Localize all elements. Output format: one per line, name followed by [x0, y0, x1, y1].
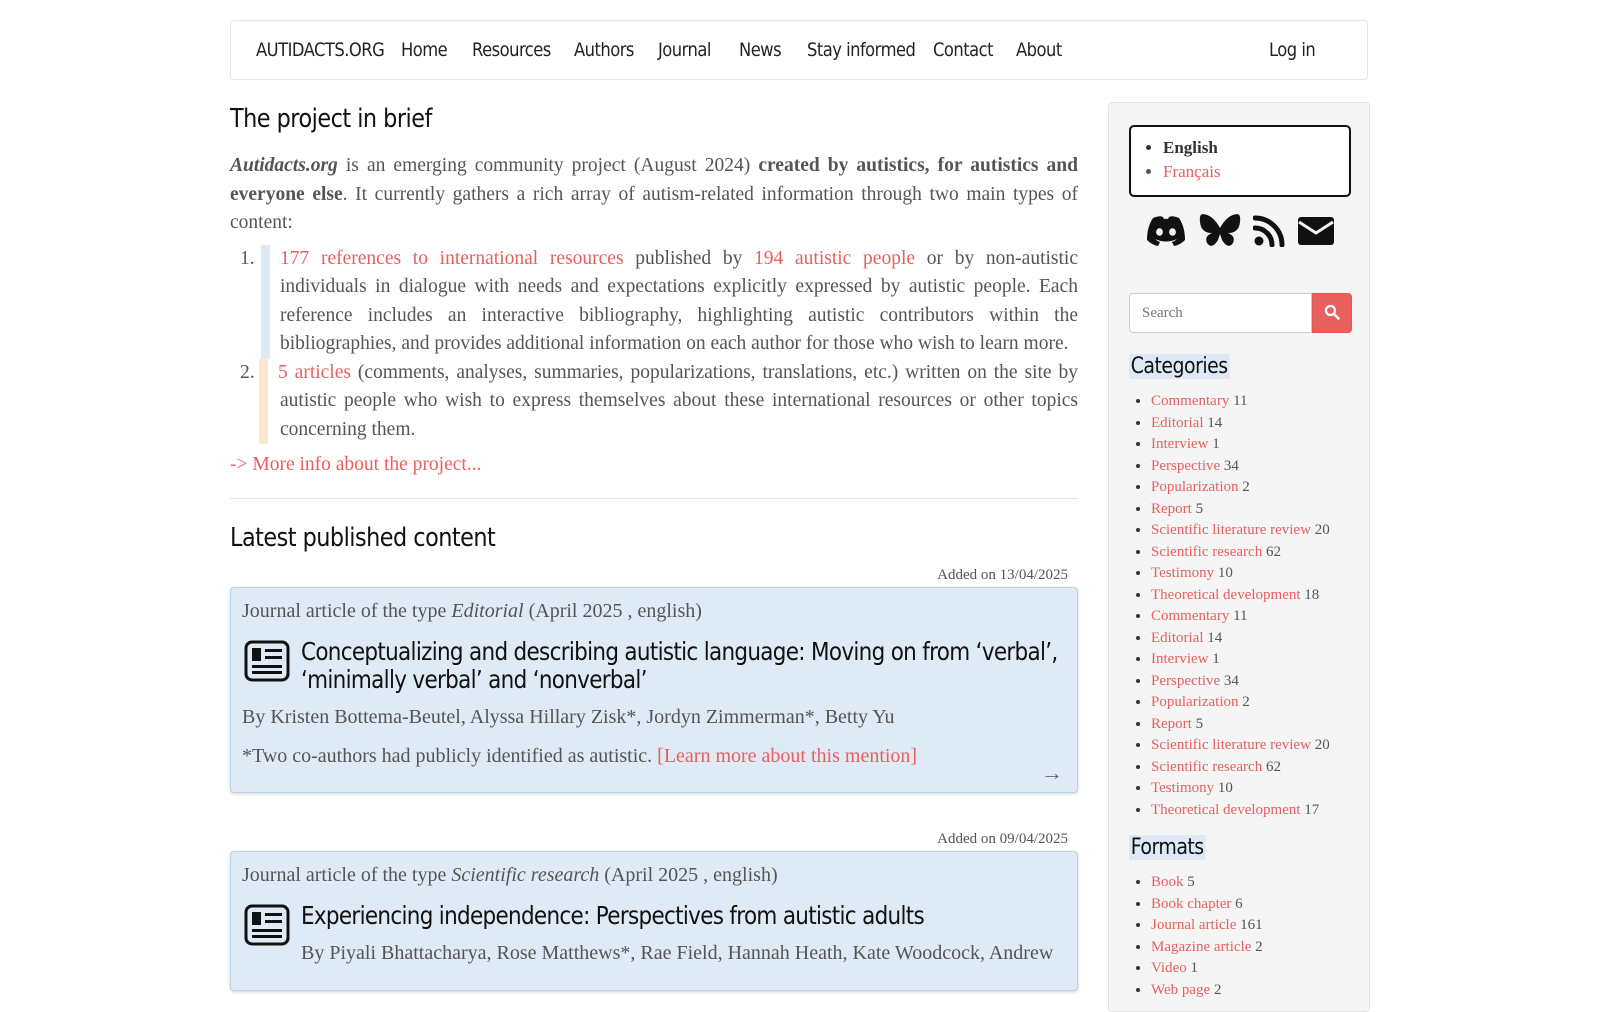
project-tagline: created by autistics, for autistics and everyone else	[230, 155, 1078, 205]
categorie-link[interactable]: Commentary	[1151, 608, 1230, 624]
nav-resources[interactable]: Resources	[472, 39, 551, 61]
formats-heading: Formats	[1130, 835, 1204, 860]
search-button[interactable]	[1312, 293, 1352, 333]
sidebar	[1108, 102, 1370, 1012]
list-item	[1151, 980, 1361, 1002]
content-card[interactable]	[230, 587, 1078, 793]
count-badge: 20	[1314, 737, 1330, 753]
list-item	[1151, 714, 1361, 736]
list-item	[1151, 800, 1361, 822]
language-switcher	[1129, 125, 1351, 197]
categorie-link[interactable]: Interview	[1151, 651, 1209, 667]
autistic-people-link[interactable]: 194 autistic people	[754, 247, 916, 269]
content-card[interactable]	[230, 851, 1078, 991]
divider	[230, 498, 1078, 499]
list-item	[1151, 894, 1361, 916]
language-english[interactable]: • English	[1163, 136, 1221, 160]
categories-heading: Categories	[1130, 354, 1228, 379]
count-badge: 1	[1212, 436, 1220, 452]
categorie-link[interactable]: Scientific literature review	[1151, 737, 1311, 753]
top-navbar	[230, 20, 1368, 80]
count-badge: 2	[1242, 694, 1250, 710]
bluesky-icon[interactable]	[1195, 222, 1249, 239]
nav-about[interactable]: About	[1016, 39, 1062, 61]
list-item	[1151, 937, 1361, 959]
count-badge: 17	[1304, 801, 1320, 818]
format-link[interactable]: Magazine article	[1151, 938, 1252, 955]
list-item: 2. 5 articles (comments, analyses, summaries, popularizations, translations, etc.) written on the site by autistic people who wish to express themselves about these international resources or other topics concerning them.	[230, 359, 1078, 445]
list-item	[1151, 649, 1361, 671]
count-badge: 34	[1223, 672, 1239, 689]
document-icon	[244, 904, 290, 951]
count-badge: 5	[1195, 715, 1204, 732]
document-icon	[244, 640, 290, 687]
content-types-list	[230, 245, 1078, 445]
count-badge: 2	[1242, 479, 1250, 495]
nav-news[interactable]: News	[739, 39, 782, 61]
categorie-link[interactable]: Editorial	[1151, 629, 1204, 646]
list-item	[1151, 757, 1361, 779]
count-badge: 5	[1195, 500, 1204, 517]
card-type-line: Journal article of the type Scientific research (April 2025 , english)	[242, 864, 778, 886]
nav-home[interactable]: Home	[401, 39, 448, 61]
list-item	[1151, 434, 1361, 456]
count-badge: 62	[1265, 543, 1281, 560]
categorie-link[interactable]: Testimony	[1151, 780, 1215, 796]
list-item	[1151, 915, 1361, 937]
list-item	[1151, 413, 1361, 435]
project-description: Autidacts.org is an emerging community project (August 2024) created by autistics, for autistics and everyone else. It currently gathers a rich array of autism-related information through two main types of content:	[230, 155, 1078, 233]
latest-heading: Latest published content	[230, 523, 496, 553]
language-french[interactable]: • Français	[1163, 160, 1221, 184]
list-item	[1151, 585, 1361, 607]
categorie-link[interactable]: Testimony	[1151, 565, 1215, 581]
social-links	[1129, 213, 1351, 249]
arrow-right-icon[interactable]: →	[1041, 760, 1063, 785]
card-authors: By Piyali Bhattacharya, Rose Matthews*, Rae Field, Hannah Heath, Kate Woodcock, Andrew	[301, 942, 1054, 964]
categorie-link[interactable]: Editorial	[1151, 414, 1204, 431]
brand-link[interactable]: AUTIDACTS.ORG	[256, 39, 385, 61]
count-badge: 11	[1233, 608, 1248, 624]
count-badge: 6	[1235, 895, 1243, 912]
project-heading: The project in brief	[230, 104, 432, 134]
list-item	[1151, 606, 1361, 628]
count-badge: 10	[1217, 780, 1233, 796]
format-link[interactable]: Book chapter	[1151, 895, 1232, 912]
learn-more-link[interactable]: [Learn more about this mention]	[657, 745, 918, 767]
discord-icon[interactable]	[1141, 222, 1195, 239]
count-badge: 5	[1187, 874, 1195, 890]
nav-stay-informed[interactable]: Stay informed	[807, 39, 916, 61]
rss-icon[interactable]	[1249, 222, 1293, 239]
count-badge: 14	[1207, 414, 1223, 431]
nav-authors[interactable]: Authors	[574, 39, 634, 61]
card-title[interactable]: Experiencing independence: Perspectives from autistic adults	[301, 901, 925, 930]
categorie-link[interactable]: Report	[1151, 715, 1192, 732]
categorie-link[interactable]: Commentary	[1151, 393, 1230, 409]
card-authors: By Kristen Bottema-Beutel, Alyssa Hillary Zisk*, Jordyn Zimmerman*, Betty Yu	[242, 706, 895, 728]
categorie-link[interactable]: Perspective	[1151, 457, 1221, 474]
list-item	[1151, 520, 1361, 542]
email-icon[interactable]	[1293, 222, 1339, 239]
list-item	[1151, 456, 1361, 478]
count-badge: 11	[1233, 393, 1248, 409]
count-badge: 1	[1212, 651, 1220, 667]
count-badge: 161	[1240, 917, 1263, 933]
format-link[interactable]: Book	[1151, 874, 1184, 890]
search-icon	[1324, 308, 1340, 323]
references-link[interactable]: 177 references to international resources	[280, 247, 624, 269]
card-type-line: Journal article of the type Editorial (April 2025 , english)	[242, 600, 702, 622]
list-item	[1151, 958, 1361, 980]
list-item	[1151, 563, 1361, 585]
count-badge: 10	[1217, 565, 1233, 581]
articles-link[interactable]: 5 articles	[278, 361, 351, 383]
count-badge: 2	[1213, 981, 1222, 998]
count-badge: 18	[1304, 586, 1320, 603]
list-item	[1151, 477, 1361, 499]
categorie-link[interactable]: Scientific literature review	[1151, 522, 1311, 538]
count-badge: 20	[1314, 522, 1330, 538]
categorie-link[interactable]: Report	[1151, 500, 1192, 517]
site-name: Autidacts.org	[230, 155, 338, 176]
added-date: Added on 09/04/2025	[937, 831, 1068, 847]
format-link[interactable]: Web page	[1151, 981, 1211, 998]
list-item	[1151, 499, 1361, 521]
card-mention: *Two co-authors had publicly identified as autistic. [Learn more about this mention]	[242, 745, 918, 767]
format-link[interactable]: Video	[1151, 960, 1187, 976]
main-content	[230, 100, 1078, 991]
search-input[interactable]	[1129, 293, 1312, 333]
count-badge: 14	[1207, 629, 1223, 646]
list-item	[1151, 778, 1361, 800]
format-link[interactable]: Journal article	[1151, 917, 1237, 933]
list-item	[1151, 692, 1361, 714]
added-date: Added on 13/04/2025	[937, 567, 1068, 583]
count-badge: 1	[1190, 960, 1199, 976]
categorie-link[interactable]: Theoretical development	[1151, 801, 1301, 818]
list-item	[1151, 735, 1361, 757]
categorie-link[interactable]: Theoretical development	[1151, 586, 1301, 603]
categorie-link[interactable]: Popularization	[1151, 479, 1239, 495]
card-title[interactable]: Conceptualizing and describing autistic language: Moving on from ‘verbal’, ‘minimally verbal’ and ‘nonverbal’	[301, 637, 1058, 694]
list-item	[1151, 872, 1361, 894]
categorie-link[interactable]: Perspective	[1151, 672, 1221, 689]
more-info-link[interactable]: -> More info about the project...	[230, 454, 482, 475]
list-item	[1151, 628, 1361, 650]
count-badge: 34	[1223, 457, 1239, 474]
count-badge: 62	[1265, 758, 1281, 775]
list-item	[1151, 671, 1361, 693]
categorie-link[interactable]: Interview	[1151, 436, 1209, 452]
count-badge: 2	[1255, 938, 1263, 955]
categorie-link[interactable]: Popularization	[1151, 694, 1239, 710]
categorie-link[interactable]: Scientific research	[1151, 543, 1263, 560]
list-item: 1. 177 references to international resources published by 194 autistic people or by non-autistic individuals in dialogue with needs and expectations explicitly expressed by autistic people. Each reference includes an interactive bibliography, highlighting autistic contributors within the bibliographies, and provides additional information on each author for those who wish to learn more.	[230, 245, 1078, 359]
categories-list	[1129, 391, 1361, 821]
formats-list	[1129, 872, 1361, 1001]
nav-contact[interactable]: Contact	[933, 39, 993, 61]
categorie-link[interactable]: Scientific research	[1151, 758, 1263, 775]
list-item	[1151, 542, 1361, 564]
list-item	[1151, 391, 1361, 413]
nav-journal[interactable]: Journal	[658, 39, 711, 61]
login-link[interactable]: Log in	[1269, 39, 1316, 61]
